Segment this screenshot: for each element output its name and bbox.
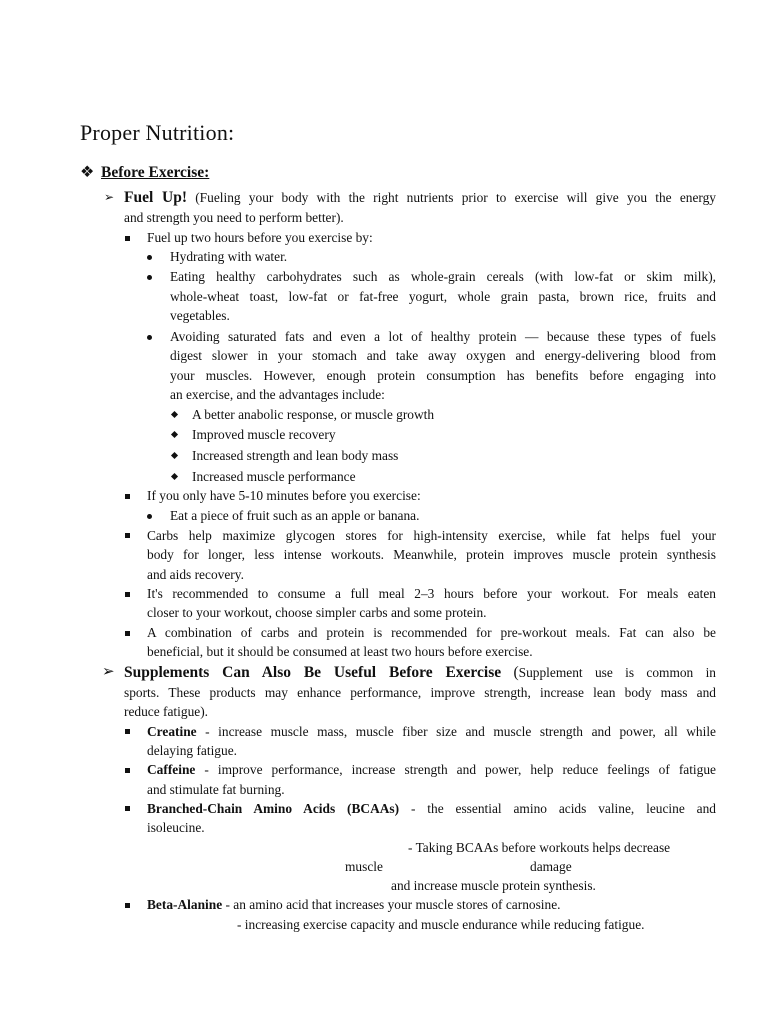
beta-alanine-name: Beta-Alanine	[147, 897, 223, 912]
advantage-item: A better anabolic response, or muscle growth	[192, 407, 435, 422]
sub1-item-2-line-1: Eating healthy carbohydrates such as whole-grain cereals (with low-fat or skim milk),	[170, 269, 716, 284]
square-bullet-icon	[125, 592, 130, 597]
bcaa-note-2b: damage	[530, 859, 572, 874]
sub5-line-2: beneficial, but it should be consumed at least two hours before exercise.	[147, 644, 533, 659]
sub3-line-3: and aids recovery.	[147, 567, 244, 582]
sub5-line-1: A combination of carbs and protein is recommended for pre-workout meals. Fat can also be	[147, 625, 716, 640]
square-bullet-icon	[125, 494, 130, 499]
supplements-line-1	[124, 663, 716, 683]
caffeine-line-1	[147, 760, 716, 780]
section-heading-before-exercise: Before Exercise:	[101, 164, 210, 181]
round-bullet-icon	[147, 275, 152, 280]
advantage-item: Increased strength and lean body mass	[192, 448, 399, 463]
fuel-up-label: Fuel Up!	[124, 189, 187, 206]
diamond-bullet-icon	[171, 411, 178, 418]
diamond-bullet-icon	[171, 452, 178, 459]
creatine-name: Creatine	[147, 724, 197, 739]
caffeine-desc-1: - improve performance, increase strength and power, help reduce feelings of fatigue	[195, 762, 716, 777]
sub3-line-1: Carbs help maximize glycogen stores for high-intensity exercise, while fat helps fuel your	[147, 528, 716, 543]
bcaa-note-3: and increase muscle protein synthesis.	[391, 878, 596, 893]
fuel-up-desc-2: and strength you need to perform better).	[124, 210, 344, 225]
arrow-bullet-icon: ➢	[102, 664, 115, 680]
sub1-item-3-line-1: Avoiding saturated fats and even a lot of healthy protein — because these types of fuels	[170, 329, 716, 344]
advantage-item: Increased muscle performance	[192, 469, 356, 484]
supplements-desc-1: Supplement use is common in	[518, 665, 717, 680]
supplements-desc-3: reduce fatigue).	[124, 704, 209, 719]
sub1-text: Fuel up two hours before you exercise by:	[147, 230, 373, 245]
creatine-desc-1: - increase muscle mass, muscle fiber size and muscle strength and power, all while	[196, 724, 716, 739]
creatine-line-1	[147, 722, 716, 742]
bcaa-note-1: - Taking BCAAs before workouts helps decrease	[408, 840, 671, 855]
four-diamond-bullet-icon: ❖	[80, 164, 95, 181]
creatine-desc-2: delaying fatigue.	[147, 743, 237, 758]
beta-alanine-desc-1: - an amino acid that increases your muscle stores of carnosine.	[222, 897, 561, 912]
advantage-item: Improved muscle recovery	[192, 427, 336, 442]
round-bullet-icon	[147, 335, 152, 340]
bcaa-note-2a: muscle	[345, 859, 383, 874]
supplements-desc-2: sports. These products may enhance performance, improve strength, increase lean body mass and	[124, 685, 716, 700]
diamond-bullet-icon	[171, 431, 178, 438]
sub3-line-2: body for longer, less intense workouts. Meanwhile, protein improves muscle protein synthesis	[147, 547, 716, 562]
caffeine-desc-2: and stimulate fat burning.	[147, 782, 285, 797]
sub1-item-3-line-3: your muscles. However, enough protein consumption has benefits before engaging into	[170, 368, 716, 383]
bcaa-desc-1: - the essential amino acids valine, leucine and	[399, 801, 716, 816]
square-bullet-icon	[125, 631, 130, 636]
sub1-item-3-line-2: digest slower in your stomach and take away oxygen and energy-delivering blood from	[170, 348, 716, 363]
sub2-item: Eat a piece of fruit such as an apple or banana.	[170, 508, 420, 523]
sub1-item-1: Hydrating with water.	[170, 249, 288, 264]
round-bullet-icon	[147, 514, 152, 519]
sub1-item-2-line-3: vegetables.	[170, 308, 230, 323]
sub2-text: If you only have 5-10 minutes before you exercise:	[147, 488, 421, 503]
supplements-open-paren: (	[513, 664, 519, 681]
square-bullet-icon	[125, 768, 130, 773]
round-bullet-icon	[147, 255, 152, 260]
arrow-bullet-icon: ➢	[104, 190, 115, 204]
square-bullet-icon	[125, 533, 130, 538]
beta-alanine-line-1	[147, 895, 561, 915]
beta-alanine-desc-2: - increasing exercise capacity and muscle endurance while reducing fatigue.	[237, 917, 645, 932]
page-title: Proper Nutrition:	[80, 120, 235, 145]
bcaa-name: Branched-Chain Amino Acids (BCAAs)	[147, 801, 400, 816]
square-bullet-icon	[125, 806, 130, 811]
sub4-line-1: It's recommended to consume a full meal 2–3 hours before your workout. For meals eaten	[147, 586, 716, 601]
caffeine-name: Caffeine	[147, 762, 196, 777]
supplements-label: Supplements Can Also Be Useful Before Exercise	[124, 664, 502, 681]
square-bullet-icon	[125, 729, 130, 734]
sub1-item-3-line-4: an exercise, and the advantages include:	[170, 387, 385, 402]
sub1-item-2-line-2: whole-wheat toast, low-fat or fat-free yogurt, whole grain pasta, brown rice, fruits and	[170, 289, 716, 304]
square-bullet-icon	[125, 236, 130, 241]
fuel-up-desc-1: (Fueling your body with the right nutrients prior to exercise will give you the energy	[195, 190, 717, 205]
diamond-bullet-icon	[171, 473, 178, 480]
square-bullet-icon	[125, 903, 130, 908]
bcaa-desc-2: isoleucine.	[147, 820, 205, 835]
sub4-line-2: closer to your workout, choose simpler carbs and some protein.	[147, 605, 487, 620]
fuel-up-line-1	[124, 188, 716, 208]
bcaa-line-1	[147, 799, 716, 819]
